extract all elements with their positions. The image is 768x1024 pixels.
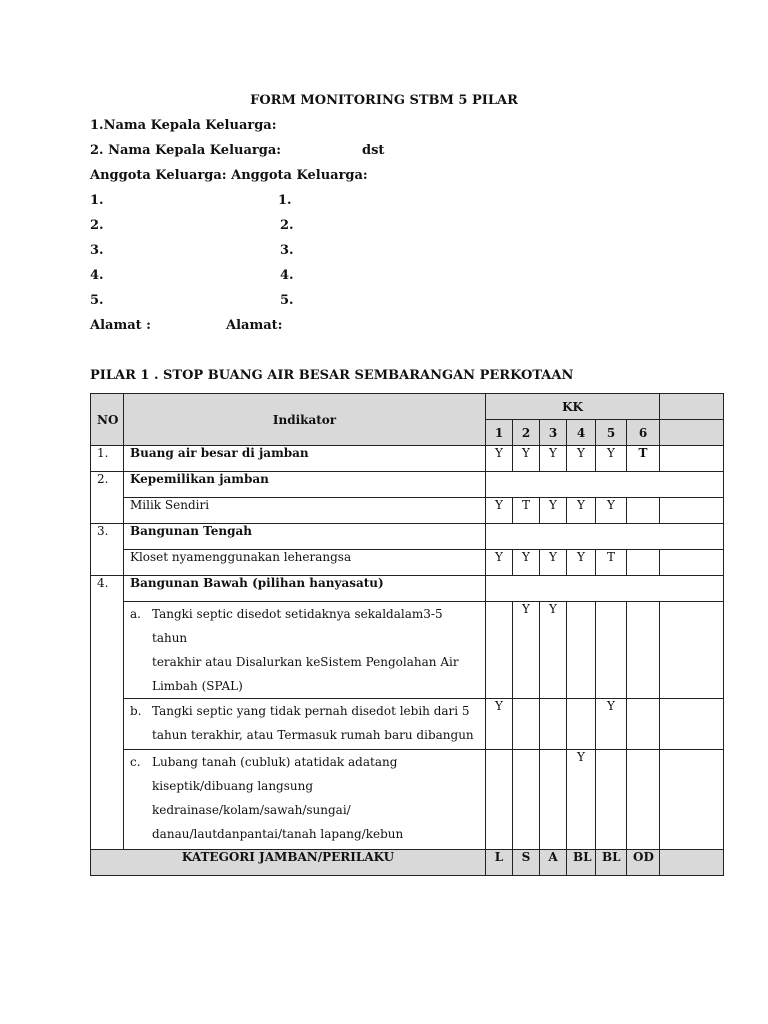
header-extra: [660, 394, 724, 420]
answer-cell: Y: [596, 498, 627, 524]
row-number: 2.: [91, 472, 124, 524]
answer-cell: [567, 699, 596, 750]
kk-number-1: 1: [486, 420, 513, 446]
extra-cell: [660, 498, 724, 524]
table-row: [91, 498, 724, 524]
answer-cell: [486, 602, 513, 699]
row-label: Bangunan Tengah: [124, 524, 486, 550]
member-right-2: 2.: [280, 218, 294, 233]
answer-cell: [567, 602, 596, 699]
extra-cell: [660, 750, 724, 850]
sub-option-b: [124, 699, 486, 750]
answer-cell: T: [627, 446, 660, 472]
alamat-label-2: Alamat:: [226, 318, 283, 333]
extra-cell: [660, 550, 724, 576]
footer-code: S: [513, 850, 540, 876]
answer-cell: T: [513, 498, 540, 524]
answer-cell: Y: [540, 446, 567, 472]
row-label: Kepemilikan jamban: [124, 472, 486, 498]
footer-code: L: [486, 850, 513, 876]
table-row: [91, 524, 724, 550]
row-label: Kloset nyamenggunakan leherangsa: [124, 550, 486, 576]
answer-cell: Y: [486, 498, 513, 524]
option-letter: a.: [130, 607, 141, 621]
table-row: [91, 576, 724, 602]
option-letter: b.: [130, 704, 142, 718]
table-row: [91, 699, 724, 750]
extra-cell: [660, 699, 724, 750]
option-text-line: Lubang tanah (cubluk) atatidak adatang: [152, 755, 398, 769]
empty-cell: [486, 524, 724, 550]
member-right-3: 3.: [280, 243, 294, 258]
footer-code: BL: [596, 850, 627, 876]
answer-cell: [596, 602, 627, 699]
kepala2-label: 2. Nama Kepala Keluarga:: [90, 143, 282, 158]
kk-number-3: 3: [540, 420, 567, 446]
sub-option-a: [124, 602, 486, 699]
kk-number-4: 4: [567, 420, 596, 446]
anggota-label: Anggota Keluarga: Anggota Keluarga:: [90, 168, 368, 183]
dst-label: dst: [362, 143, 385, 158]
answer-cell: Y: [540, 550, 567, 576]
form-title: FORM MONITORING STBM 5 PILAR: [250, 93, 518, 108]
kk-number-extra: [660, 420, 724, 446]
kk-number-6: 6: [627, 420, 660, 446]
row-label: Buang air besar di jamban: [124, 446, 486, 472]
row-number: 1.: [91, 446, 124, 472]
answer-cell: [486, 750, 513, 850]
answer-cell: [627, 750, 660, 850]
answer-cell: [540, 750, 567, 850]
table-row: [91, 446, 724, 472]
table-row: [91, 602, 724, 699]
member-left-2: 2.: [90, 218, 104, 233]
answer-cell: Y: [596, 699, 627, 750]
answer-cell: Y: [567, 498, 596, 524]
member-right-1: 1.: [278, 193, 292, 208]
footer-code: OD: [627, 850, 660, 876]
answer-cell: Y: [513, 602, 540, 699]
answer-cell: [596, 750, 627, 850]
sub-option-c: [124, 750, 486, 850]
answer-cell: [627, 602, 660, 699]
row-label-suffix: (pilihan hanyasatu): [252, 576, 384, 590]
kk-number-2: 2: [513, 420, 540, 446]
member-left-1: 1.: [90, 193, 104, 208]
member-right-4: 4.: [280, 268, 294, 283]
kk-number-5: 5: [596, 420, 627, 446]
option-text-line: terakhir atau Disalurkan keSistem Pengolahan Air: [152, 655, 459, 669]
kepala1-label: 1.Nama Kepala Keluarga:: [90, 118, 277, 133]
answer-cell: [627, 699, 660, 750]
extra-cell: [660, 446, 724, 472]
answer-cell: Y: [513, 550, 540, 576]
answer-cell: Y: [540, 602, 567, 699]
answer-cell: Y: [513, 446, 540, 472]
empty-cell: [486, 472, 724, 498]
member-left-5: 5.: [90, 293, 104, 308]
footer-extra: [660, 850, 724, 876]
answer-cell: T: [596, 550, 627, 576]
option-text-line: kedrainase/kolam/sawah/sungai/: [152, 803, 351, 817]
answer-cell: [540, 699, 567, 750]
alamat-label-1: Alamat :: [90, 318, 151, 333]
footer-code: A: [540, 850, 567, 876]
option-text-line: tahun terakhir, atau Termasuk rumah baru dibangun: [152, 728, 474, 742]
answer-cell: Y: [567, 550, 596, 576]
option-text-line: Tangki septic disedot setidaknya sekaldalam3-5 tahun: [152, 607, 443, 645]
option-text-line: Limbah (SPAL): [152, 679, 243, 693]
answer-cell: Y: [596, 446, 627, 472]
answer-cell: Y: [486, 550, 513, 576]
row-number: 3.: [91, 524, 124, 576]
header-kk: KK: [486, 394, 660, 420]
row-label: [124, 576, 486, 602]
answer-cell: Y: [486, 446, 513, 472]
row-label-main: Bangunan Bawah: [130, 576, 248, 590]
answer-cell: Y: [486, 699, 513, 750]
pilar-title: PILAR 1 . STOP BUANG AIR BESAR SEMBARANGAN PERKOTAAN: [90, 368, 574, 383]
monitoring-table: [90, 393, 724, 876]
footer-code: BL: [567, 850, 596, 876]
member-left-4: 4.: [90, 268, 104, 283]
answer-cell: Y: [540, 498, 567, 524]
option-text-line: Tangki septic yang tidak pernah disedot lebih dari 5: [152, 704, 470, 718]
member-right-5: 5.: [280, 293, 294, 308]
header-row-1: [91, 394, 724, 420]
row-label: Milik Sendiri: [124, 498, 486, 524]
row-number: 4.: [91, 576, 124, 850]
option-text-line: danau/lautdanpantai/tanah lapang/kebun: [152, 827, 404, 841]
option-letter: c.: [130, 755, 141, 769]
answer-cell: [513, 699, 540, 750]
extra-cell: [660, 602, 724, 699]
table-row: [91, 750, 724, 850]
table-row: [91, 550, 724, 576]
answer-cell: Y: [567, 446, 596, 472]
empty-cell: [486, 576, 724, 602]
option-text-line: kiseptik/dibuang langsung: [152, 779, 314, 793]
member-left-3: 3.: [90, 243, 104, 258]
answer-cell: [627, 550, 660, 576]
answer-cell: Y: [567, 750, 596, 850]
header-no: NO: [91, 394, 124, 446]
header-indikator: Indikator: [124, 394, 486, 446]
answer-cell: [627, 498, 660, 524]
footer-label: KATEGORI JAMBAN/PERILAKU: [91, 850, 486, 876]
answer-cell: [513, 750, 540, 850]
footer-row: [91, 850, 724, 876]
table-row: [91, 472, 724, 498]
